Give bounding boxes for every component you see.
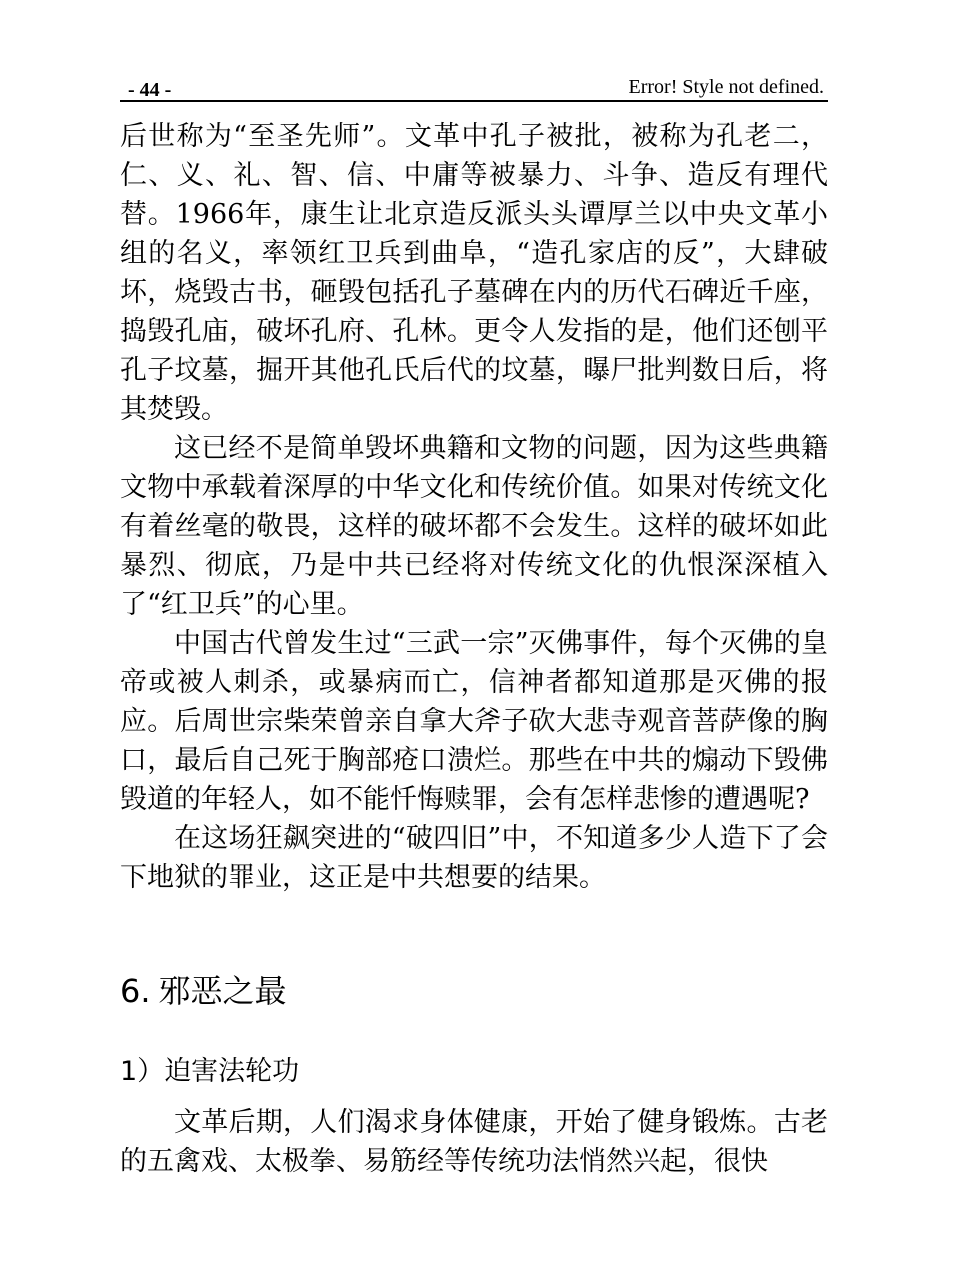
paragraph-3: 中国古代曾发生过“三武一宗”灭佛事件，每个灭佛的皇帝或被人刺杀，或暴病而亡，信神者都知道那是灭佛的报应。后周世宗柴荣曾亲自拿大斧子砍大悲寺观音菩萨像的胸口，最后自己死于胸部疮口溃烂。那些在中共的煽动下毁佛毁道的年轻人，如不能忏悔赎罪，会有怎样悲惨的遭遇呢? [120, 628, 828, 815]
page-header [120, 74, 828, 102]
paragraph-1: 后世称为“至圣先师”。文革中孔子被批，被称为孔老二，仁、义、礼、智、信、中庸等被暴力、斗争、造反有理代替。1966年，康生让北京造反派头头谭厚兰以中央文革小组的名义，率领红卫兵到曲阜，“造孔家店的反”，大肆破坏，烧毁古书，砸毁包括孔子墓碑在内的历代石碑近千座，捣毁孔庙，破坏孔府、孔林。更令人发指的是，他们还刨平孔子坟墓，掘开其他孔氏后代的坟墓，曝尸批判数日后，将其焚毁。 [120, 121, 828, 425]
subsection-heading [120, 1054, 299, 1090]
paragraph-4: 在这场狂飙突进的“破四旧”中，不知道多少人造下了会下地狱的罪业，这正是中共想要的结果。 [120, 823, 828, 893]
page-number: - 44 - [128, 79, 172, 101]
section-heading [120, 971, 287, 1011]
subsection-title: 迫害法轮功 [164, 1056, 300, 1087]
section-title: 邪恶之最 [158, 972, 287, 1010]
subsection-number: 1） [120, 1056, 165, 1087]
section-number: 6. [120, 972, 151, 1010]
body-text-continued [120, 1103, 828, 1181]
paragraph-2: 这已经不是简单毁坏典籍和文物的问题，因为这些典籍文物中承载着深厚的中华文化和传统价值。如果对传统文化有着丝毫的敬畏，这样的破坏都不会发生。这样的破坏如此暴烈、彻底，乃是中共已经将对传统文化的仇恨深深植入了“红卫兵”的心里。 [120, 433, 828, 620]
paragraph-5: 文革后期，人们渴求身体健康，开始了健身锻炼。古老的五禽戏、太极拳、易筋经等传统功法悄然兴起，很快 [120, 1107, 828, 1177]
running-title: Error! Style not defined. [628, 76, 824, 98]
body-text [120, 117, 828, 897]
